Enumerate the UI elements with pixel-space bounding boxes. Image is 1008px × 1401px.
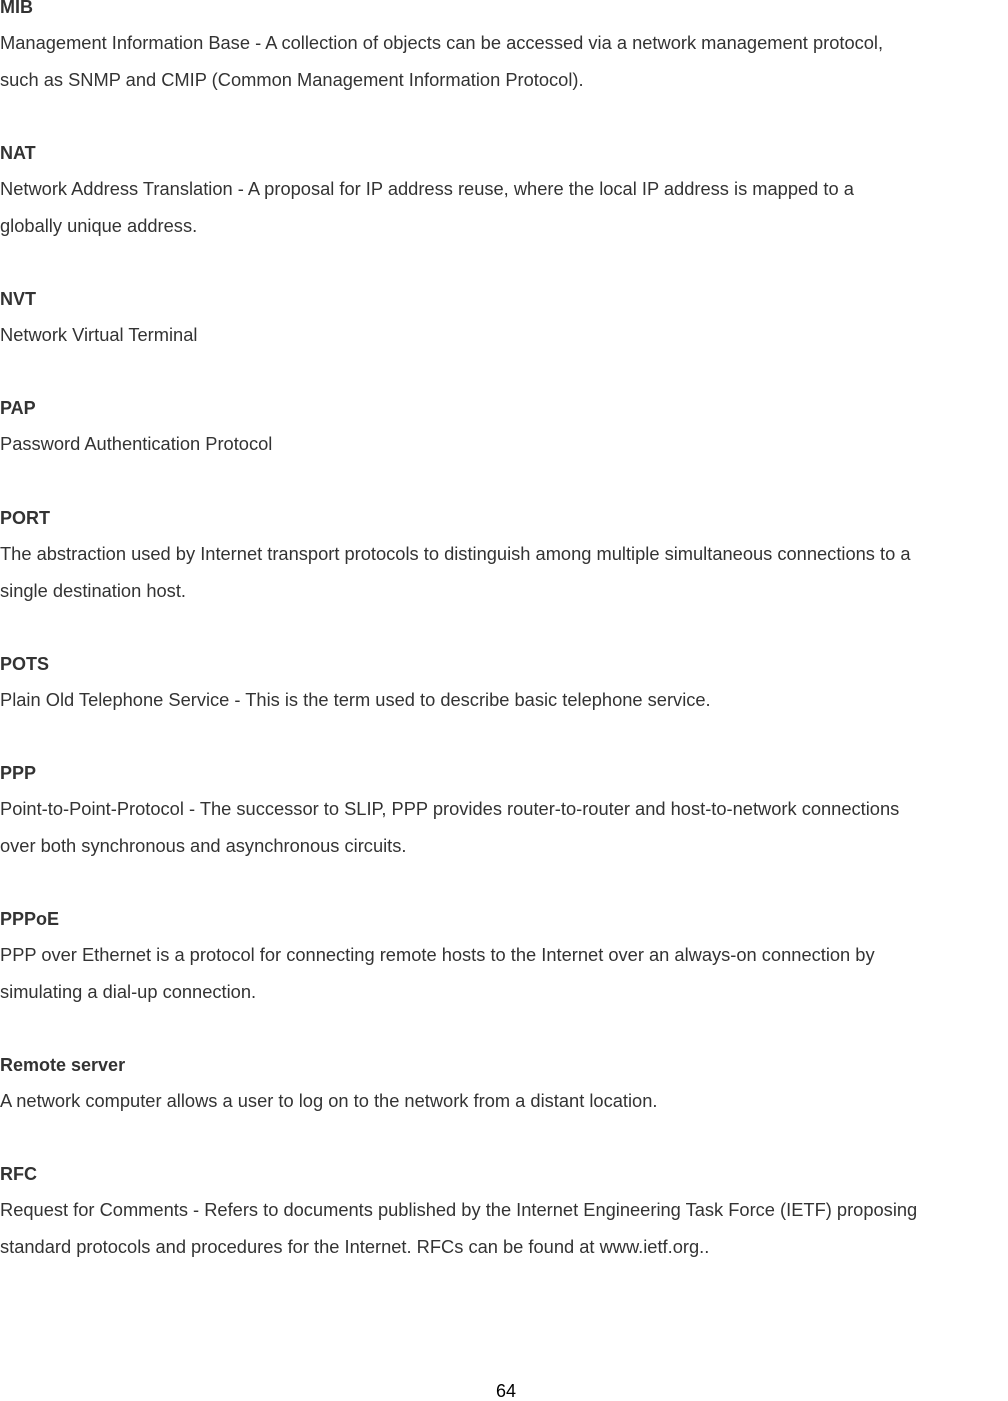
term-definition <box>0 791 1008 864</box>
definition-line: The abstraction used by Internet transport protocols to distinguish among multiple simultaneous connections to a <box>0 543 911 564</box>
glossary-entry-pap <box>0 399 1008 463</box>
term-definition <box>0 682 1008 719</box>
term-heading: PPP <box>0 763 37 783</box>
glossary-entry-pppoe <box>0 910 1008 1010</box>
glossary-entry-pots <box>0 655 1008 719</box>
term-heading: PPPoE <box>0 909 60 929</box>
glossary-entry-rfc <box>0 1165 1008 1265</box>
definition-line: such as SNMP and CMIP (Common Management Information Protocol). <box>0 68 584 90</box>
term-heading: POTS <box>0 654 50 674</box>
term-definition <box>0 937 1008 1010</box>
term-definition <box>0 171 1008 244</box>
term-heading: PAP <box>0 398 36 418</box>
definition-line: standard protocols and procedures for the Internet. RFCs can be found at www.ietf.org.. <box>0 1235 710 1257</box>
glossary-entry-remote-server <box>0 1056 1008 1120</box>
term-definition <box>0 1083 1008 1120</box>
term-heading: NVT <box>0 289 36 309</box>
definition-line: A network computer allows a user to log on to the network from a distant location. <box>0 1090 658 1111</box>
definition-line: Network Address Translation - A proposal for IP address reuse, where the local IP address is mapped to a <box>0 178 854 199</box>
term-heading: RFC <box>0 1164 37 1184</box>
glossary-entry-ppp <box>0 764 1008 864</box>
definition-line: Password Authentication Protocol <box>0 433 273 454</box>
definition-line: Request for Comments - Refers to documents published by the Internet Engineering Task Force (IETF) proposing <box>0 1199 918 1220</box>
term-heading: Remote server <box>0 1055 126 1075</box>
glossary-entry-nat <box>0 144 1008 244</box>
definition-line: simulating a dial-up connection. <box>0 980 257 1002</box>
term-definition <box>0 1192 1008 1265</box>
term-definition <box>0 317 1008 354</box>
term-heading: NAT <box>0 143 36 163</box>
definition-line: single destination host. <box>0 579 186 601</box>
glossary-entry-mib <box>0 0 1008 98</box>
page-number: 64 <box>495 1381 517 1401</box>
definition-line: over both synchronous and asynchronous circuits. <box>0 834 407 856</box>
glossary-entry-nvt <box>0 290 1008 354</box>
glossary-entry-port <box>0 509 1008 609</box>
term-definition <box>0 426 1008 463</box>
definition-line: PPP over Ethernet is a protocol for connecting remote hosts to the Internet over an always-on connection by <box>0 944 875 965</box>
term-heading: PORT <box>0 508 51 528</box>
definition-line: Point-to-Point-Protocol - The successor to SLIP, PPP provides router-to-router and host-to-network connections <box>0 798 900 819</box>
definition-line: Network Virtual Terminal <box>0 324 198 345</box>
definition-line: Plain Old Telephone Service - This is the term used to describe basic telephone service. <box>0 689 711 710</box>
term-definition <box>0 536 1008 609</box>
term-heading: MIB <box>0 0 33 17</box>
definition-line: globally unique address. <box>0 214 198 236</box>
term-definition <box>0 25 1008 98</box>
definition-line: Management Information Base - A collection of objects can be accessed via a network management protocol, <box>0 32 884 53</box>
